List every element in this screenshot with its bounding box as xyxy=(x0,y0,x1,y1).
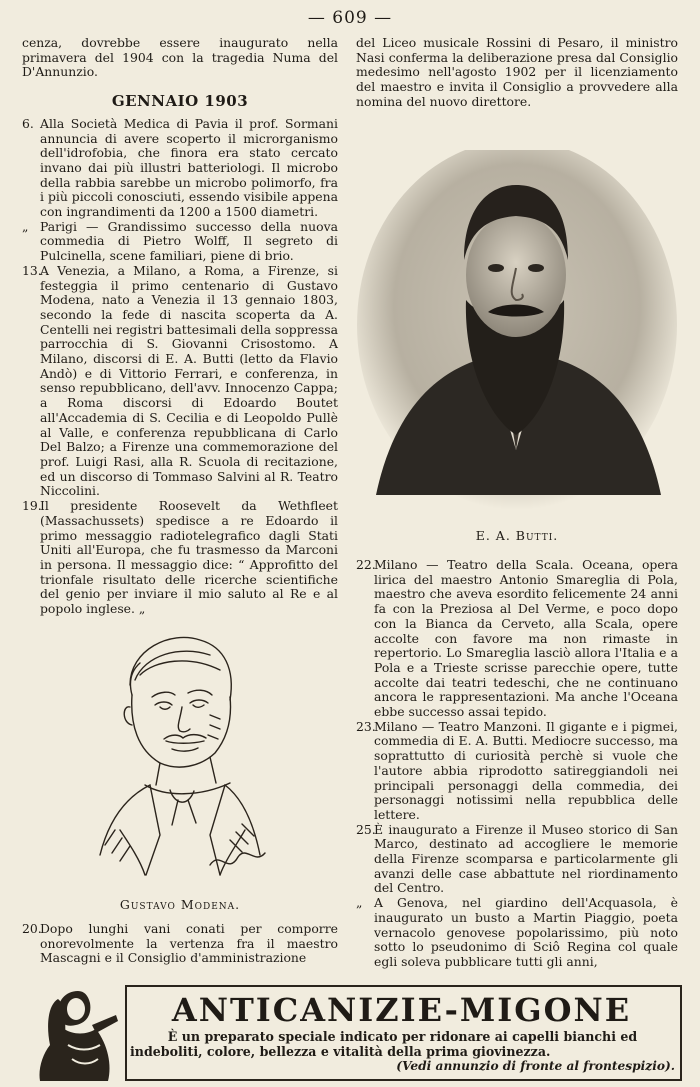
photo-caption: E. A. Butti. xyxy=(475,528,559,543)
sketch-caption: Gustavo Modena. xyxy=(119,897,241,912)
entry-19: 19.Il presidente Roosevelt da Wethfleet (Massachussets) spedisce a re Edoardo il primo messaggio radiotelegrafico dagli Stati Uniti all'Europa, che fu trasmesso da Marconi in persona. Il messaggio dice: “ Approfitto del trionfale risultato delle ricerche scientifiche del genio per inviare il mio saluto al Re e al popolo inglese. „ xyxy=(22,498,338,617)
entry-6: 6. Alla Società Medica di Pavia il prof. Sormani annuncia di avere scoperto il microrganismo dell'idrofobia, che finora era stato cercato invano dai più illustri batteriologi. Il microbo della rabbia sarebbe un microbo polimorfo, fra i più piccoli conosciuti, essendo visibile appena con ingrandimenti da 1200 a 1500 diametri. xyxy=(22,115,338,220)
right-column-lower xyxy=(356,558,678,970)
entry-genova: „ A Genova, nel giardino dell'Acquasola, è inaugurato un busto a Martin Piaggio, poeta vernacolo genovese popolarissimo, più noto sotto lo pseudonimo di Sciô Regina col quale egli soleva pubblicare tutti gli anni, xyxy=(356,895,678,969)
woman-illustration-icon xyxy=(28,985,124,1081)
left-column xyxy=(22,36,338,617)
modena-sketch xyxy=(60,625,280,890)
ad-line-1: È un preparato speciale indicato per ridonare ai capelli bianchi ed xyxy=(167,1029,638,1044)
continued-paragraph: cenza, dovrebbe essere inaugurato nella primavera del 1904 con la tragedia Numa del D'Annunzio. xyxy=(22,35,338,80)
butti-photo xyxy=(356,150,678,520)
entry-20: 20.Dopo lunghi vani conati per comporre onorevolmente la vertenza fra il maestro Mascagni e il Consiglio d'amministrazione xyxy=(22,921,338,966)
entry-22: 22.Milano — Teatro della Scala. Oceana, opera lirica del maestro Antonio Smareglia di Pola, maestro che aveva esordito felicemente 24 anni fa con la Preziosa al Del Verme, e poco dopo con la Bianca da Cerveto, alla Scala, opere accolte con favore ma non rimaste in repertorio. Lo Smareglia lasciò allora l'Italia e a Pola e a Trieste scrisse parecchie opere, tutte accolte dai teatri tedeschi, che ne continuano ancora le rappresentazioni. Ma anche l'Oceana ebbe successo assai tepido. xyxy=(356,557,678,720)
left-column-bottom xyxy=(22,922,338,966)
continued-paragraph-right: del Liceo musicale Rossini di Pesaro, il ministro Nasi conferma la deliberazione presa dal Consiglio medesimo nell'agosto 1902 per il licenziamento del maestro e invita il Consiglio a provvedere alla nomina del nuovo direttore. xyxy=(356,35,678,109)
portrait-sketch-icon xyxy=(60,625,280,890)
ad-line-3: (Vedi annunzio di fronte al frontespizio). xyxy=(396,1059,675,1073)
ad-line-2: indeboliti, colore, bellezza e vitalità della prima giovinezza. xyxy=(130,1044,551,1059)
section-heading: GENNAIO 1903 xyxy=(111,92,249,111)
entry-13: 13.A Venezia, a Milano, a Roma, a Firenze, si festeggia il primo centenario di Gustavo Modena, nato a Venezia il 13 gennaio 1803, secondo la fede di nascita scoperta da A. Centelli nei registri battesimali della soppressa parrocchia di S. Giovanni Crisostomo. A Milano, discorsi di E. A. Butti (letto da Flavio Andò) e di Vittorio Ferrari, e conferenza, in senso repubblicano, dell'avv. Innocenzo Cappa; a Roma discorsi di Edoardo Boutet all'Accademia di S. Cecilia e di Leopoldo Pullè al Valle, e conferenza repubblicana di Carlo Del Balzo; a Firenze una commemorazione del prof. Luigi Rasi, alla R. Scuola di recitazione, ed un discorso di Tommaso Salvini al R. Teatro Niccolini. xyxy=(22,262,338,499)
right-column-top xyxy=(356,36,678,110)
page-number: — 609 — xyxy=(307,8,393,28)
advertisement xyxy=(22,985,680,1081)
entry-paris: „ Parigi — Grandissimo successo della nuova commedia di Pietro Wolff, Il segreto di Pulcinella, scene familiari, piene di brio. xyxy=(22,218,338,264)
portrait-photo-icon xyxy=(356,150,678,520)
entry-25: 25.È inaugurato a Firenze il Museo storico di San Marco, destinato ad accogliere le memorie della Firenze scomparsa e particolarmente gli avanzi delle case abbattute nel riordinamento del Centro. xyxy=(356,821,678,896)
entry-23: 23.Milano — Teatro Manzoni. Il gigante e i pigmei, commedia di E. A. Butti. Mediocre successo, ma soprattutto di curiosità perchè si vuole che l'autore abbia riprodotto satireggiandoli nei principali personaggi della commedia, dei personaggi notissimi nella repubblica delle lettere. xyxy=(356,718,678,822)
ad-title: ANTICANIZIE-MIGONE xyxy=(171,991,632,1029)
